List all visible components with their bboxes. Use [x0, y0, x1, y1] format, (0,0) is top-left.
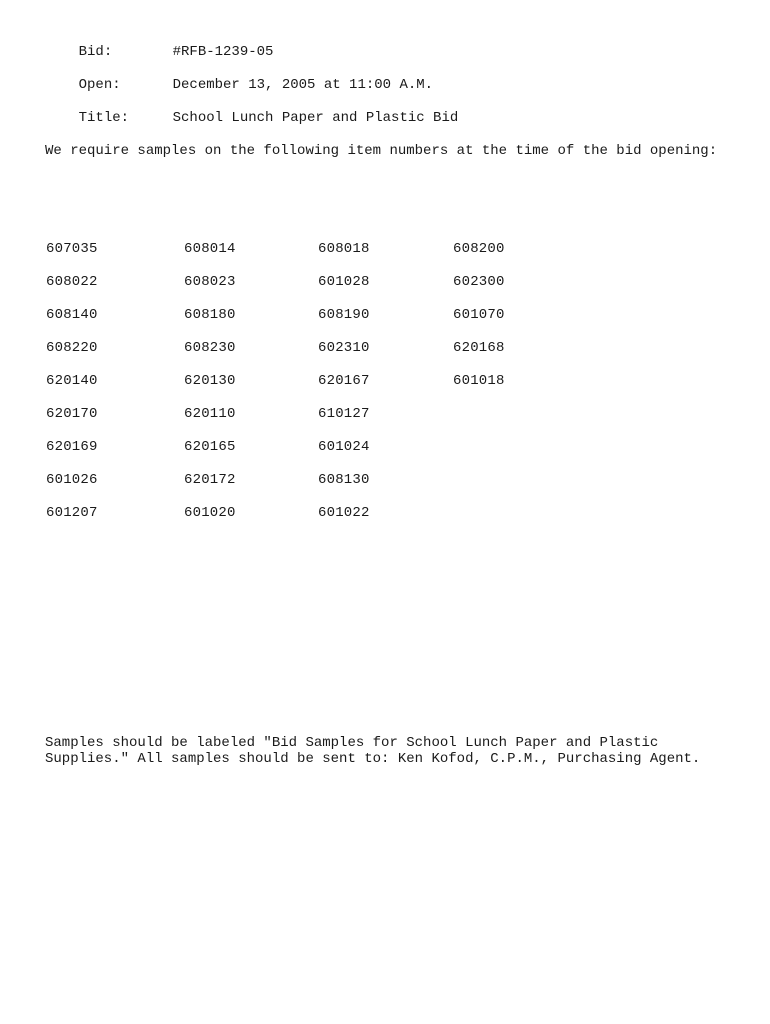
item-number: 620172 [184, 472, 236, 488]
item-number: 601026 [46, 472, 98, 488]
item-number: 608180 [184, 307, 236, 323]
open-label: Open: [78, 77, 121, 93]
item-number: 601207 [46, 505, 98, 521]
item-number: 608130 [318, 472, 370, 488]
bid-number: #RFB-1239-05 [172, 44, 274, 60]
footer-paragraph: Samples should be labeled "Bid Samples for School Lunch Paper and Plastic Supplies." All samples should be sent to: Ken Kofod, C.P.M., Purchasing Agent. [45, 735, 701, 767]
item-number: 610127 [318, 406, 370, 422]
item-number: 601018 [453, 373, 505, 389]
open-date: December 13, 2005 at 11:00 A.M. [172, 77, 434, 93]
item-number: 620168 [453, 340, 505, 356]
bid-label: Bid: [78, 44, 113, 60]
item-number: 608018 [318, 241, 370, 257]
item-number: 607035 [46, 241, 98, 257]
item-number: 620170 [46, 406, 98, 422]
item-number: 608022 [46, 274, 98, 290]
item-number: 620165 [184, 439, 236, 455]
item-number: 601024 [318, 439, 370, 455]
item-number: 608014 [184, 241, 236, 257]
item-number: 620130 [184, 373, 236, 389]
item-number: 608190 [318, 307, 370, 323]
item-number: 601070 [453, 307, 505, 323]
item-number: 601020 [184, 505, 236, 521]
item-number: 601028 [318, 274, 370, 290]
title-row [45, 94, 458, 142]
item-number: 620110 [184, 406, 236, 422]
item-number: 608220 [46, 340, 98, 356]
item-number: 620140 [46, 373, 98, 389]
item-number: 608140 [46, 307, 98, 323]
item-number: 608023 [184, 274, 236, 290]
bid-title: School Lunch Paper and Plastic Bid [172, 110, 459, 126]
item-number: 620167 [318, 373, 370, 389]
item-number: 608200 [453, 241, 505, 257]
item-number: 602300 [453, 274, 505, 290]
item-number: 620169 [46, 439, 98, 455]
item-number: 602310 [318, 340, 370, 356]
item-number: 601022 [318, 505, 370, 521]
title-label: Title: [78, 110, 130, 126]
item-number: 608230 [184, 340, 236, 356]
intro-paragraph: We require samples on the following item numbers at the time of the bid opening: [45, 143, 718, 159]
